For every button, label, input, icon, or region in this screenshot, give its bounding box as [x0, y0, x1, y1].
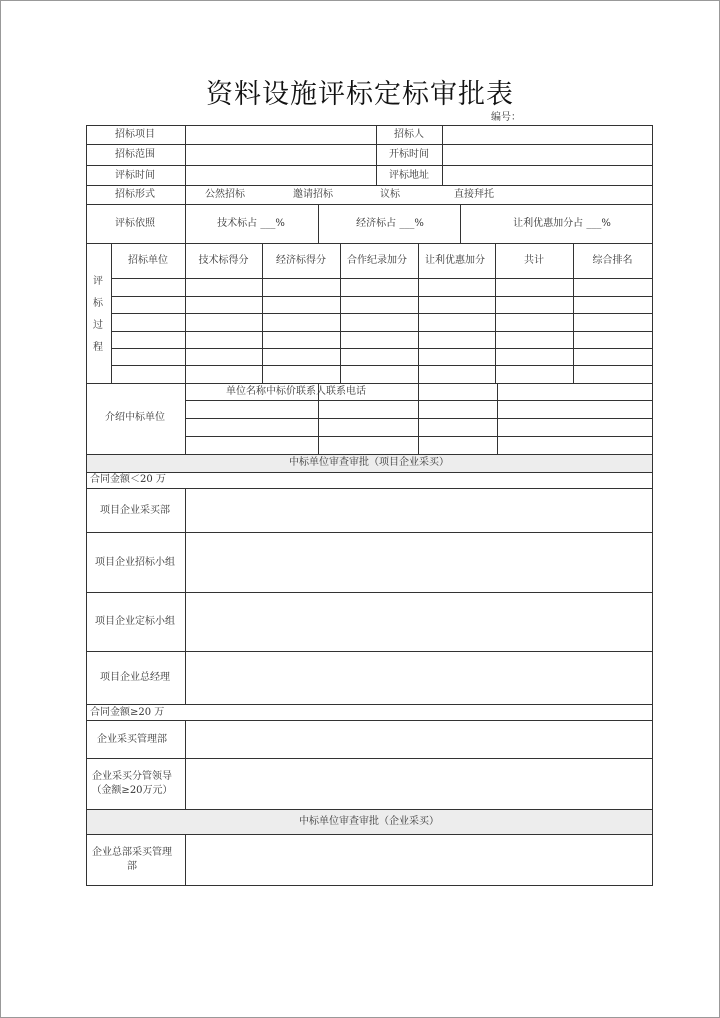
label-intro: 介绍中标单位 [105, 412, 165, 423]
label-process: 评 标 过 程 [93, 276, 103, 353]
grid-line [86, 651, 652, 652]
grid-line [318, 204, 319, 243]
label-proj-tender: 项目企业招标小组 [95, 556, 175, 568]
grid-line [111, 365, 652, 366]
header-unit: 招标单位 [128, 255, 168, 266]
grid-line [460, 204, 461, 243]
grid-line [86, 488, 652, 489]
header-total: 共计 [524, 255, 544, 266]
label-form: 招标形式 [115, 189, 155, 200]
serial-number-label: 编号： [491, 112, 521, 123]
grid-line [442, 125, 443, 185]
header-coop-bonus: 合作纪录加分 [347, 255, 407, 266]
tech-percent: 技术标占 ___% [217, 218, 285, 229]
grid-line [111, 278, 652, 279]
discount-percent: 让利优惠加分占 ___% [513, 218, 611, 229]
grid-line [185, 488, 186, 704]
form-option-direct: 直接拜托 [454, 189, 494, 200]
amount-lt20: 合同金额＜20 万 [90, 474, 166, 485]
grid-line [185, 834, 186, 885]
label-proj-award: 项目企业定标小组 [95, 616, 175, 627]
label-proj-manager: 项目企业总经理 [100, 672, 170, 683]
grid-line [111, 296, 652, 297]
section-project-title: 中标单位审查审批（项目企业采买） [289, 457, 449, 468]
label-open-time: 开标时间 [389, 149, 429, 160]
grid-line [185, 436, 652, 437]
econ-percent: 经济标占 ___% [356, 218, 424, 229]
label-hq-purchase: 企业总部采买管理部 [92, 847, 172, 872]
intro-header: 单位名称中标价联系人联系电话 [226, 385, 366, 397]
label-corp-leader: 企业采买分管领导（金额≥20万元） [91, 771, 173, 796]
header-tech-score: 技术标得分 [198, 255, 249, 266]
header-rank: 综合排名 [592, 255, 633, 266]
page-title: 资料设施评标定标审批表 [206, 79, 514, 110]
grid-line [111, 313, 652, 314]
label-scope: 招标范围 [115, 149, 155, 160]
grid-line [652, 125, 653, 886]
label-proj-purchase: 项目企业采买部 [100, 504, 170, 516]
label-project: 招标项目 [115, 128, 155, 140]
label-basis: 评标依照 [115, 218, 155, 229]
form-option-negotiate: 议标 [380, 189, 400, 200]
grid-line [185, 125, 186, 204]
grid-line [185, 720, 186, 809]
label-corp-purchase: 企业采买管理部 [97, 733, 167, 745]
label-eval-time: 评标时间 [115, 169, 155, 181]
amount-gte20: 合同金额≥20 万 [90, 706, 165, 718]
grid-line [185, 400, 652, 401]
header-econ-score: 经济标得分 [276, 255, 326, 266]
grid-line [86, 885, 652, 886]
form-option-invite: 邀请招标 [293, 189, 333, 200]
form-option-public: 公然招标 [205, 189, 245, 200]
label-eval-place: 评标地址 [389, 169, 429, 181]
header-discount-bonus: 让利优惠加分 [425, 255, 485, 266]
grid-line [185, 418, 652, 419]
grid-line [111, 331, 652, 332]
section-corporate-title: 中标单位审查审批（企业采买） [299, 815, 439, 827]
label-inviter: 招标人 [394, 128, 424, 140]
grid-line [111, 348, 652, 349]
